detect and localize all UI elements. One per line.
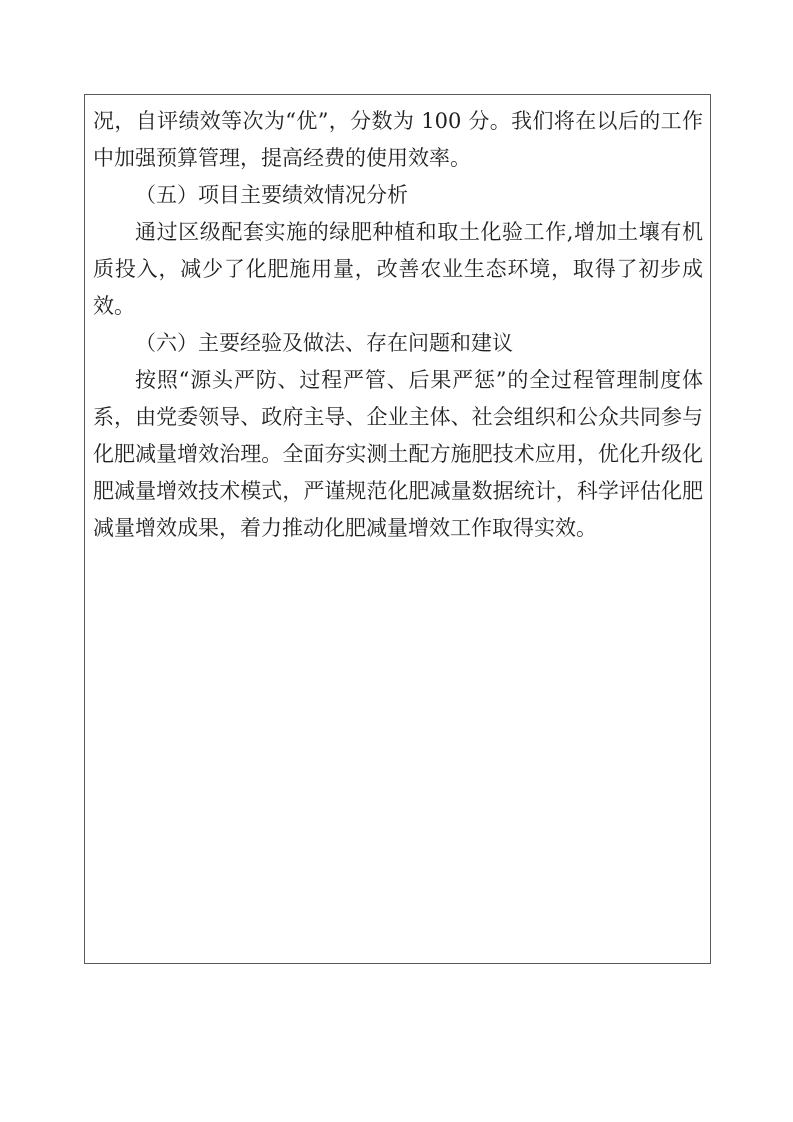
paragraph-2: （五）项目主要绩效情况分析 (135, 183, 408, 207)
paragraph-4: （六）主要经验及做法、存在问题和建议 (135, 331, 513, 355)
paragraph-3: 通过区级配套实施的绿肥种植和取土化验工作,增加土壤有机质投入，减少了化肥施用量，改善农业生态环境，取得了初步成效。 (93, 220, 703, 318)
paragraph-1: 况，自评绩效等次为“优”，分数为 100 分。我们将在以后的工作中加强预算管理，提高经费的使用效率。 (93, 109, 703, 170)
paragraph-5: 按照“源头严防、过程严管、后果严惩”的全过程管理制度体系，由党委领导、政府主导、企业主体、社会组织和公众共同参与化肥减量增效治理。全面夯实测土配方施肥技术应用，优化升级化肥减量增效技术模式，严谨规范化肥减量数据统计，科学评估化肥减量增效成果，着力推动化肥减量增效工作取得实效。 (93, 368, 703, 540)
table-cell-text-area (84, 94, 711, 964)
